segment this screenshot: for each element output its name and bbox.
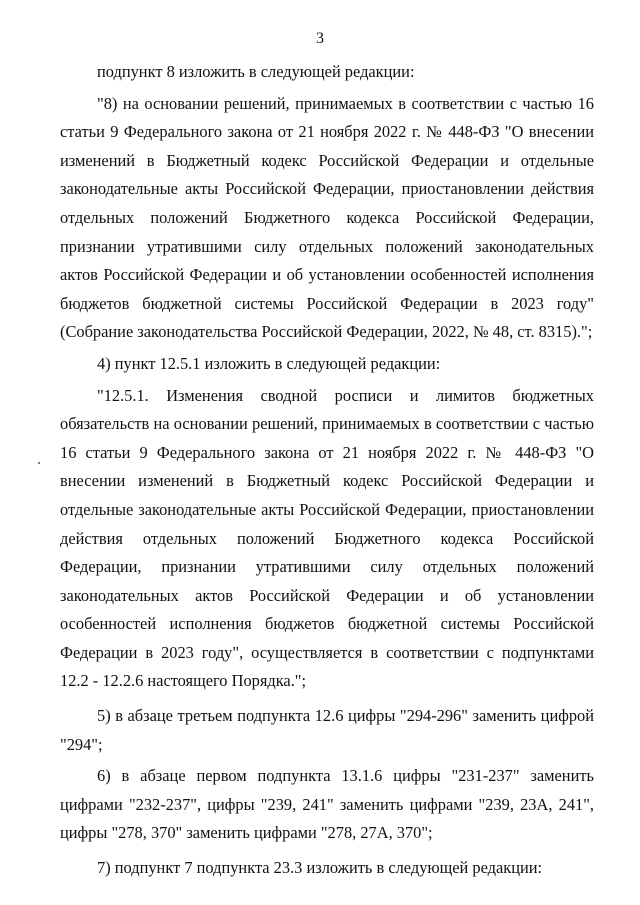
scan-speck [38, 462, 40, 464]
paragraph-item-8: "8) на основании решений, принимаемых в соответствии с частью 16 статьи 9 Федерального закона от 21 ноября 2022 г. № 448-ФЗ "О внесении изменений в Бюджетный кодекс Российской Федерации и отдельные законодательные акты Российской Федерации, приостановлении действия отдельных положений Бюджетного кодекса Российской Федерации, признании утратившими силу отдельных положений законодательных актов Российской Федерации и об установлении особенностей исполнения бюджетов бюджетной системы Российской Федерации в 2023 году" (Собрание законодательства Российской Федерации, 2022, № 48, ст. 8315)."; [60, 93, 594, 342]
paragraph-12-5-1: "12.5.1. Изменения сводной росписи и лимитов бюджетных обязательств на основании решений, принимаемых в соответствии с частью 16 статьи 9 Федерального закона от 21 ноября 2022 г. № 448-ФЗ "О внесении изменений в Бюджетный кодекс Российской Федерации и отдельные законодательные акты Российской Федерации, приостановлении действия отдельных положений Бюджетного кодекса Российской Федерации, признании утратившими силу отдельных положений законодательных актов Российской Федерации и об установлении особенностей исполнения бюджетов бюджетной системы Российской Федерации в 2023 году", осуществляется в соответствии с подпунктами 12.2 - 12.2.6 настоящего Порядка."; [60, 385, 594, 691]
paragraph-intro: подпункт 8 изложить в следующей редакции: [97, 62, 415, 81]
paragraph-item-5: 5) в абзаце третьем подпункта 12.6 цифры "294-296" заменить цифрой "294"; [60, 706, 594, 754]
paragraph-item-4: 4) пункт 12.5.1 изложить в следующей редакции: [97, 353, 441, 373]
paragraph-item-6: 6) в абзаце первом подпункта 13.1.6 цифры "231-237" заменить цифрами "232-237", цифры "239, 241" заменить цифрами "239, 23А, 241", цифры "278, 370" заменить цифрами "278, 27А, 370"; [60, 766, 594, 843]
paragraph-item-7: 7) подпункт 7 подпункта 23.3 изложить в следующей редакции: [97, 858, 543, 878]
document-body [60, 58, 594, 883]
page-number: 3 [316, 30, 324, 47]
